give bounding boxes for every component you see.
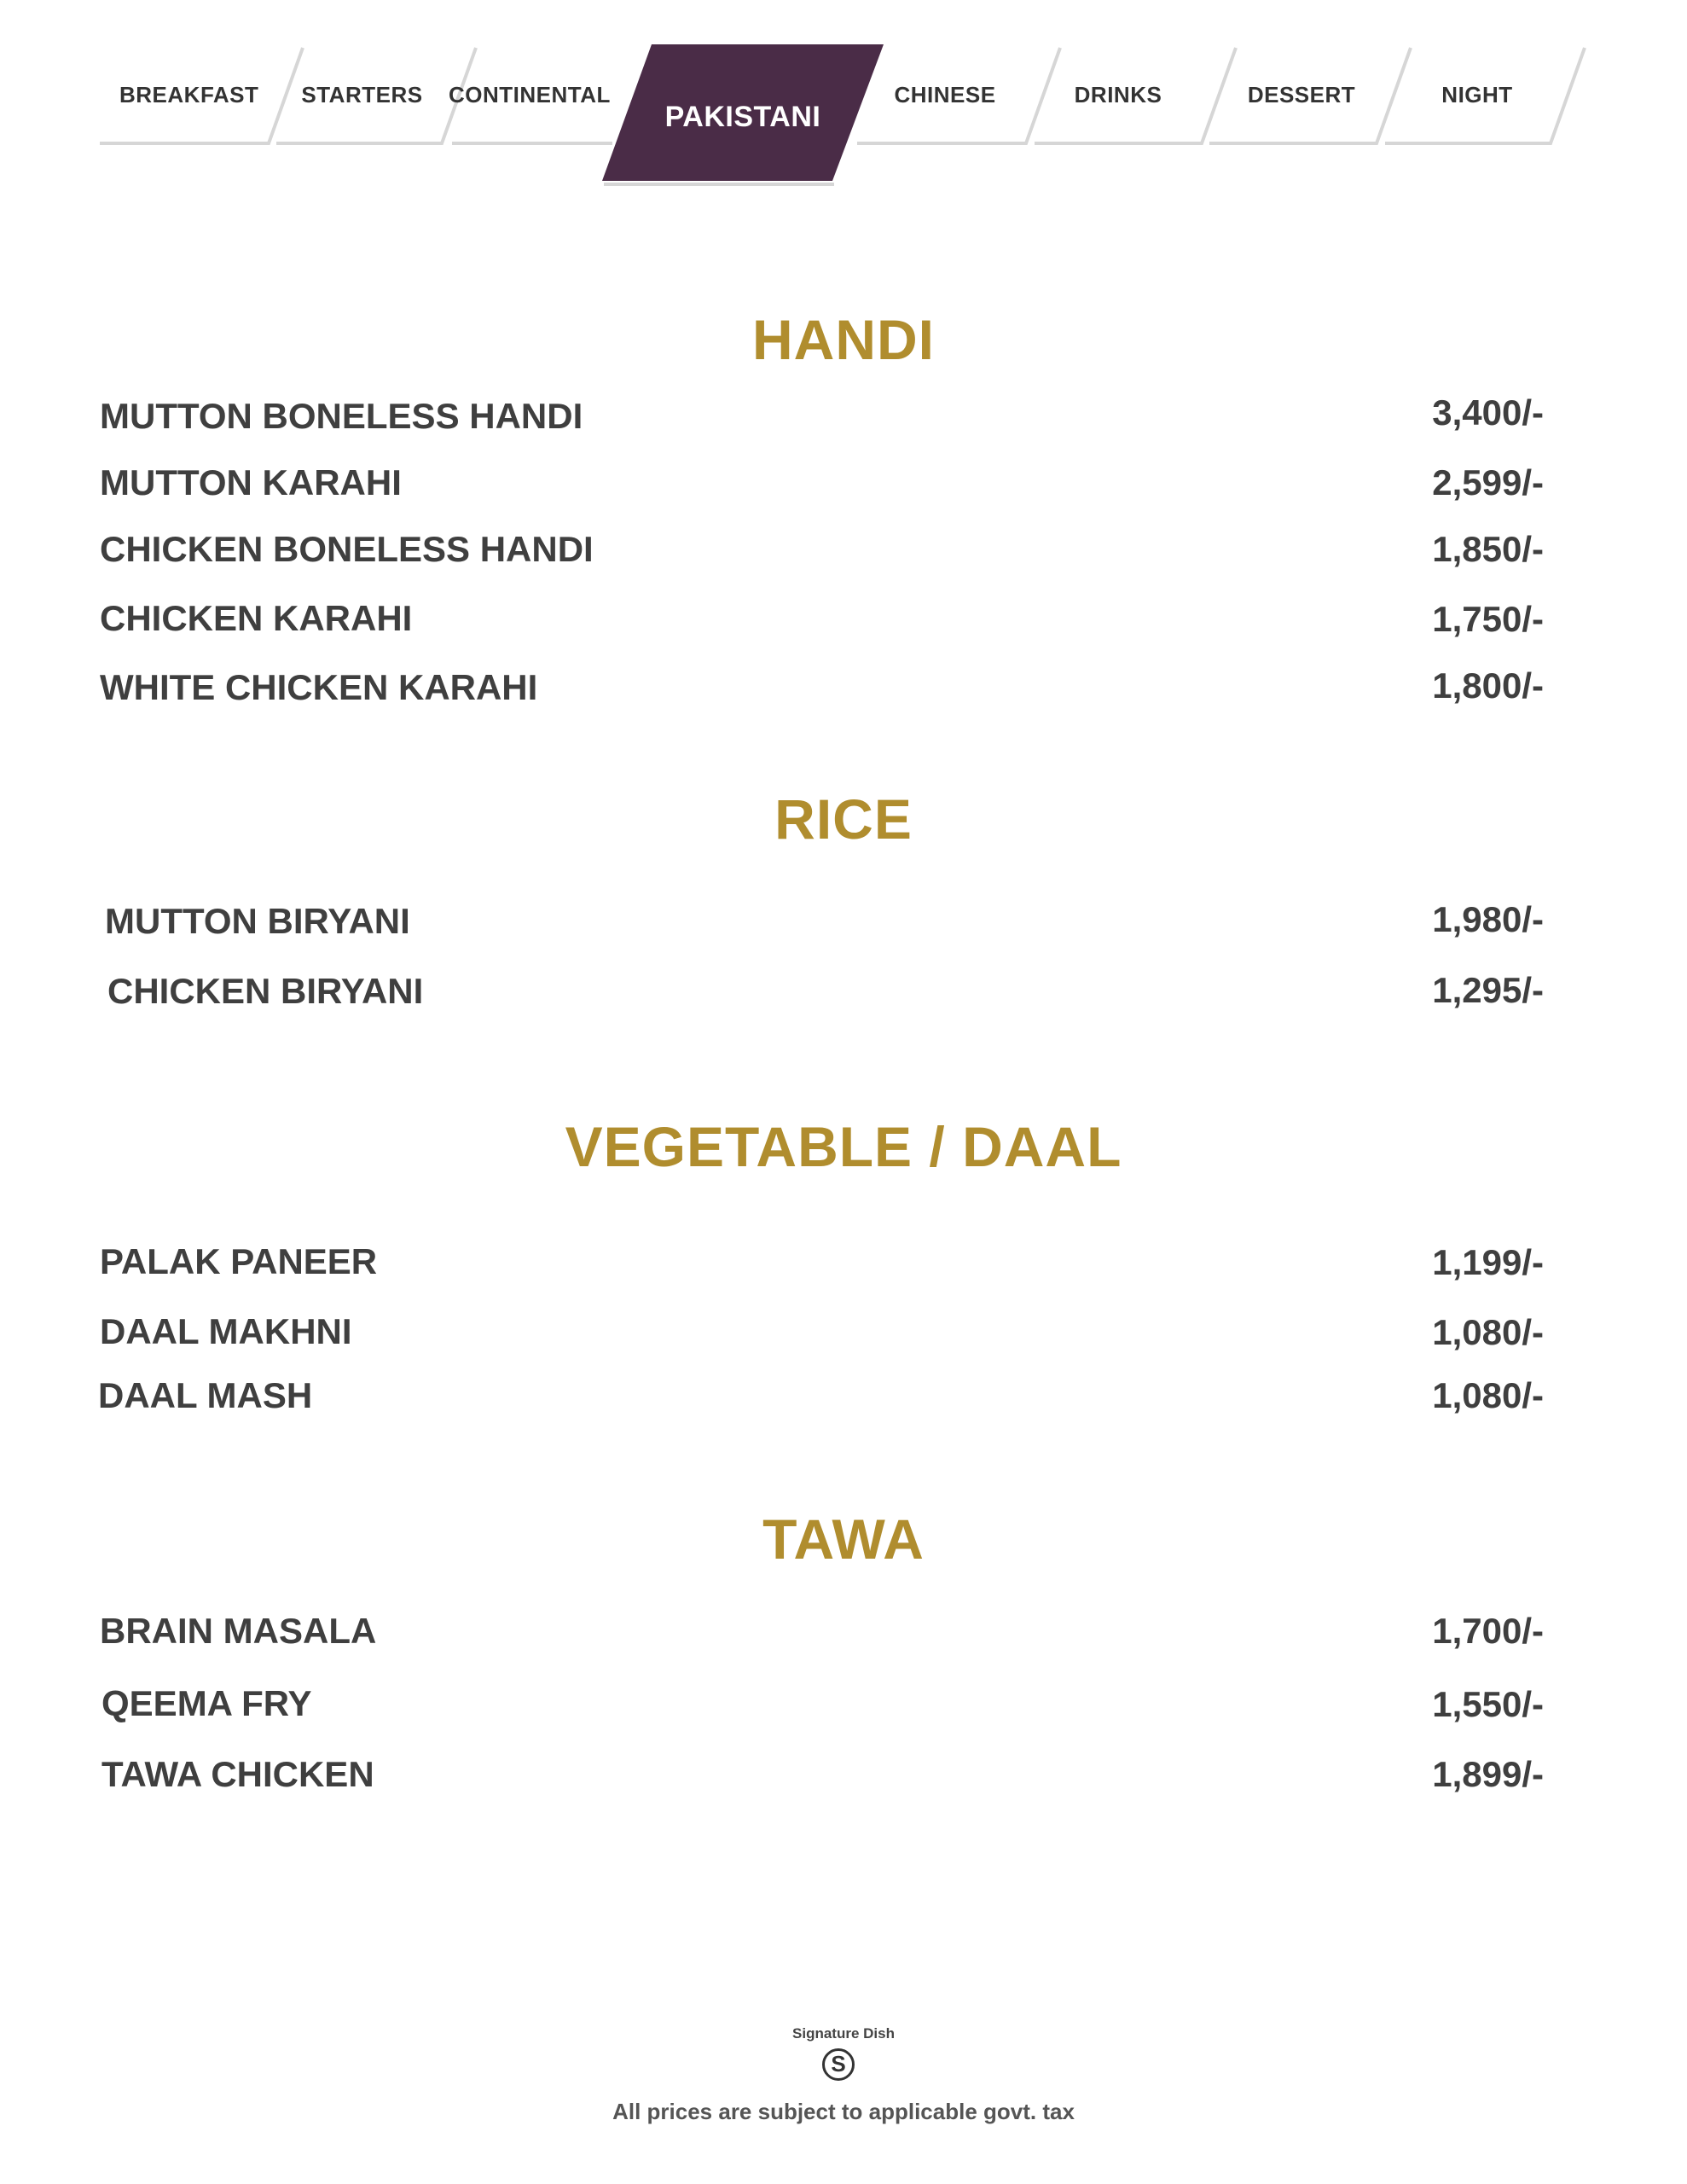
signature-dish-icon: S xyxy=(822,2048,855,2081)
tab-dessert-label: DESSERT xyxy=(1247,82,1356,107)
item-name: WHITE CHICKEN KARAHI xyxy=(100,667,538,707)
section-title: RICE xyxy=(774,787,913,851)
item-name: MUTTON BIRYANI xyxy=(105,901,410,941)
category-tab-bar xyxy=(0,0,1687,196)
signature-dish-label: Signature Dish xyxy=(792,2025,895,2042)
item-name: BRAIN MASALA xyxy=(100,1611,377,1651)
item-name: CHICKEN BIRYANI xyxy=(107,971,424,1011)
tax-note: All prices are subject to applicable govt. tax xyxy=(612,2099,1075,2124)
item-price: 1,750/- xyxy=(1432,599,1544,639)
item-price: 1,899/- xyxy=(1432,1754,1544,1794)
item-name: MUTTON BONELESS HANDI xyxy=(100,396,583,436)
item-price: 1,199/- xyxy=(1432,1242,1544,1282)
item-price: 1,080/- xyxy=(1432,1312,1544,1352)
item-price: 1,700/- xyxy=(1432,1611,1544,1651)
tab-chinese-label: CHINESE xyxy=(894,82,996,107)
item-name: MUTTON KARAHI xyxy=(100,462,402,502)
item-name: QEEMA FRY xyxy=(101,1683,312,1723)
section-title: VEGETABLE / DAAL xyxy=(565,1115,1122,1178)
item-name: DAAL MAKHNI xyxy=(100,1311,352,1351)
tab-pakistani[interactable] xyxy=(602,44,884,181)
item-name: DAAL MASH xyxy=(98,1375,313,1415)
tab-drinks-label: DRINKS xyxy=(1074,82,1162,107)
item-price: 2,599/- xyxy=(1432,462,1544,502)
item-price: 1,800/- xyxy=(1432,665,1544,706)
item-price: 1,080/- xyxy=(1432,1375,1544,1415)
item-price: 1,980/- xyxy=(1432,899,1544,939)
item-name: CHICKEN BONELESS HANDI xyxy=(100,529,594,569)
tab-starters-label: STARTERS xyxy=(301,82,423,107)
item-price: 3,400/- xyxy=(1432,392,1544,433)
tab-dessert[interactable] xyxy=(1208,44,1378,142)
item-price: 1,850/- xyxy=(1432,529,1544,569)
item-name: PALAK PANEER xyxy=(100,1241,378,1281)
section-title: TAWA xyxy=(762,1507,925,1571)
section-title: HANDI xyxy=(752,308,935,371)
tab-starters[interactable] xyxy=(275,44,449,142)
item-price: 1,550/- xyxy=(1432,1684,1544,1724)
tab-drinks[interactable] xyxy=(1033,44,1203,142)
tab-breakfast-label: BREAKFAST xyxy=(119,82,259,107)
tab-continental-label: CONTINENTAL xyxy=(449,82,611,107)
item-name: TAWA CHICKEN xyxy=(101,1754,374,1794)
tab-breakfast[interactable] xyxy=(98,44,281,142)
item-price: 1,295/- xyxy=(1432,970,1544,1010)
tab-night[interactable] xyxy=(1383,44,1554,142)
tab-chinese[interactable] xyxy=(855,44,1035,142)
tab-night-label: NIGHT xyxy=(1441,82,1513,107)
tab-pakistani-label: PAKISTANI xyxy=(664,101,821,133)
item-name: CHICKEN KARAHI xyxy=(100,598,413,638)
